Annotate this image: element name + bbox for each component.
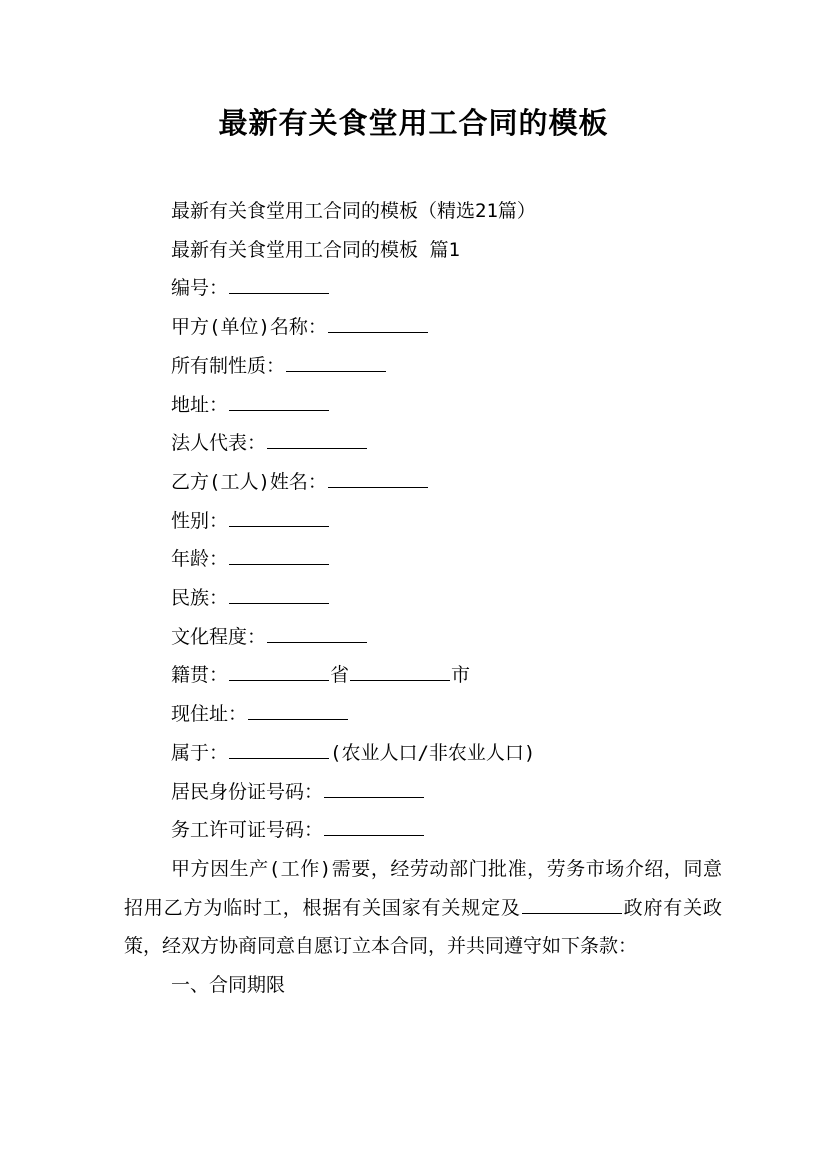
- blank-line: [324, 819, 424, 836]
- field-ownership-type: [124, 347, 722, 386]
- field-gender: [124, 502, 722, 541]
- field-label: 属于：: [171, 741, 229, 764]
- field-label: 文化程度：: [171, 625, 267, 648]
- field-belongs-to: [124, 734, 722, 773]
- field-label: 民族：: [171, 587, 229, 610]
- blank-line: [248, 703, 348, 720]
- field-native-place: [124, 656, 722, 695]
- field-id-number: [124, 773, 722, 812]
- blank-line: [324, 781, 424, 798]
- household-type: (农业人口/非农业人口): [330, 741, 536, 764]
- blank-line: [267, 432, 367, 449]
- field-age: [124, 540, 722, 579]
- field-label: 籍贯：: [171, 664, 229, 687]
- clause-heading: 一、合同期限: [171, 974, 286, 997]
- field-party-a-name: [124, 308, 722, 347]
- province-suffix: 省: [330, 664, 350, 687]
- blank-line: [267, 626, 367, 643]
- blank-line: [328, 471, 428, 488]
- field-education: [124, 618, 722, 657]
- blank-line: [286, 355, 386, 372]
- blank-line: [229, 510, 329, 527]
- paragraph-text-1: 甲方因生产(工作)需要，经劳动部门批准，劳务市场介绍，同意招用乙方为临时工，根据有关国家有关规定及: [124, 857, 722, 919]
- field-label: 法人代表：: [171, 432, 267, 455]
- section-heading: 最新有关食堂用工合同的模板 篇1: [171, 238, 460, 261]
- document-body: [124, 192, 722, 1005]
- blank-line: [350, 664, 450, 681]
- field-label: 编号：: [171, 277, 229, 300]
- field-label: 甲方(单位)名称：: [171, 316, 327, 339]
- field-address: [124, 386, 722, 425]
- intro-paragraph: [124, 850, 722, 966]
- field-label: 年龄：: [171, 548, 229, 571]
- city-suffix: 市: [451, 664, 471, 687]
- document-subtitle: 最新有关食堂用工合同的模板（精选21篇）: [171, 200, 536, 222]
- field-work-permit: [124, 811, 722, 850]
- blank-line: [229, 664, 329, 681]
- document-title: 最新有关食堂用工合同的模板: [218, 106, 609, 140]
- blank-line: [229, 394, 329, 411]
- blank-line: [229, 277, 329, 294]
- paragraph-text-2: 政府有关政策，经双方协商同意自愿订立本合同，并共同遵守如下条款：: [124, 896, 722, 958]
- field-label: 现住址：: [171, 703, 248, 726]
- blank-line: [229, 587, 329, 604]
- field-legal-rep: [124, 424, 722, 463]
- field-label: 务工许可证号码：: [171, 819, 324, 842]
- field-current-address: [124, 695, 722, 734]
- field-label: 乙方(工人)姓名：: [171, 470, 327, 493]
- field-label: 居民身份证号码：: [171, 780, 324, 803]
- field-ethnicity: [124, 579, 722, 618]
- blank-line: [522, 897, 622, 914]
- field-party-b-name: [124, 463, 722, 502]
- blank-line: [229, 742, 329, 759]
- field-label: 性别：: [171, 509, 229, 532]
- blank-line: [229, 548, 329, 565]
- field-label: 所有制性质：: [171, 354, 286, 377]
- blank-line: [328, 316, 428, 333]
- field-label: 地址：: [171, 393, 229, 416]
- field-serial-no: [124, 269, 722, 308]
